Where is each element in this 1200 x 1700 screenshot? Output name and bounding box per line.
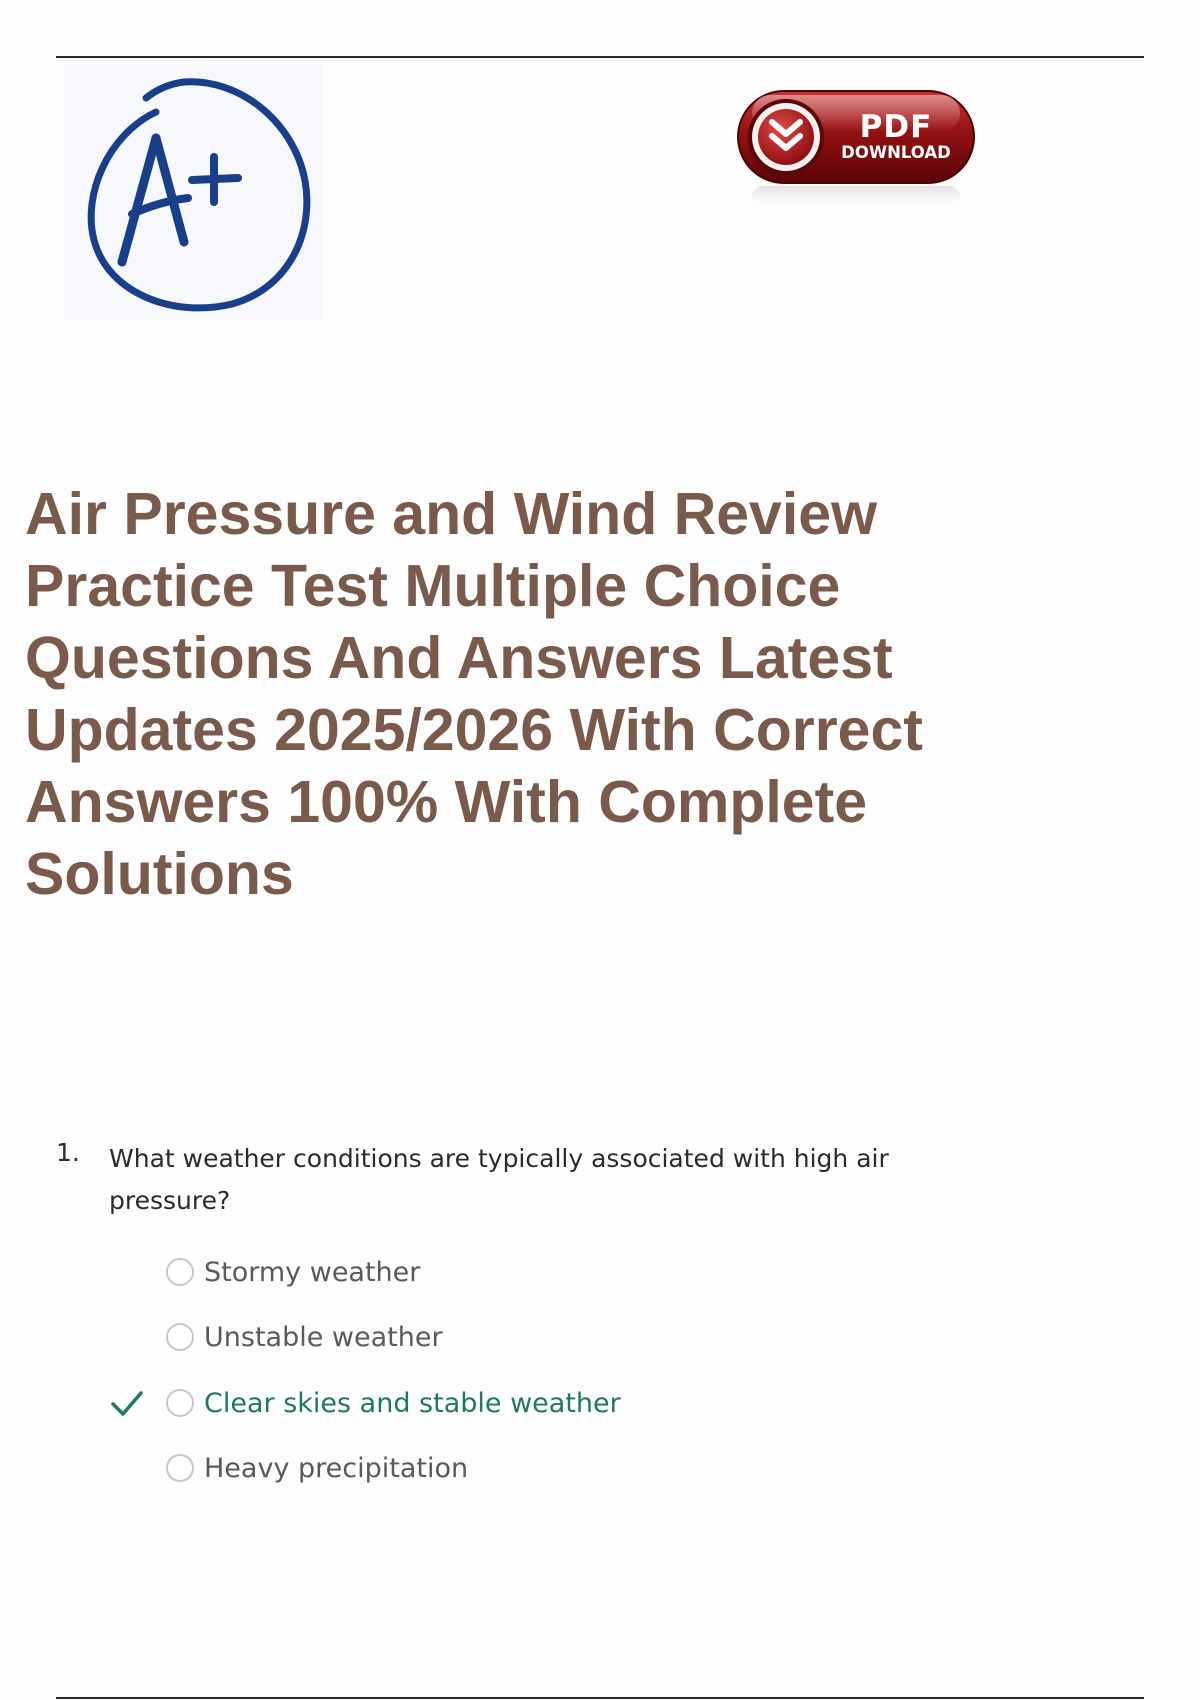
- answer-option-1[interactable]: [166, 1252, 420, 1292]
- radio-button[interactable]: [166, 1258, 194, 1286]
- pdf-download-label: [826, 109, 966, 162]
- answer-option-2[interactable]: [166, 1317, 443, 1357]
- radio-button[interactable]: [166, 1454, 194, 1482]
- document-title: Air Pressure and Wind Review Practice Test Multiple Choice Questions And Answers Latest Updates 2025/2026 With Correct Answers 100% With Complete Solutions: [25, 481, 923, 907]
- question-text: What weather conditions are typically associated with high air pressure?: [109, 1144, 889, 1215]
- checkmark-icon: [110, 1383, 144, 1423]
- download-label: DOWNLOAD: [841, 143, 951, 162]
- answer-option-label: Stormy weather: [204, 1256, 421, 1288]
- question-number: 1.: [56, 1138, 80, 1167]
- answer-option-label: Heavy precipitation: [204, 1452, 469, 1484]
- bottom-divider: [56, 1697, 1144, 1699]
- answer-option-label: Clear skies and stable weather: [204, 1387, 621, 1419]
- answer-option-3[interactable]: [166, 1383, 621, 1423]
- pdf-download-button[interactable]: [734, 86, 978, 214]
- a-plus-logo-icon: [64, 64, 322, 320]
- pdf-label: PDF: [859, 109, 933, 145]
- top-divider: [56, 56, 1144, 58]
- radio-button[interactable]: [166, 1323, 194, 1351]
- radio-button[interactable]: [166, 1389, 194, 1417]
- answer-option-label: Unstable weather: [204, 1321, 443, 1353]
- answer-option-4[interactable]: [166, 1448, 468, 1488]
- a-plus-logo: [64, 64, 322, 320]
